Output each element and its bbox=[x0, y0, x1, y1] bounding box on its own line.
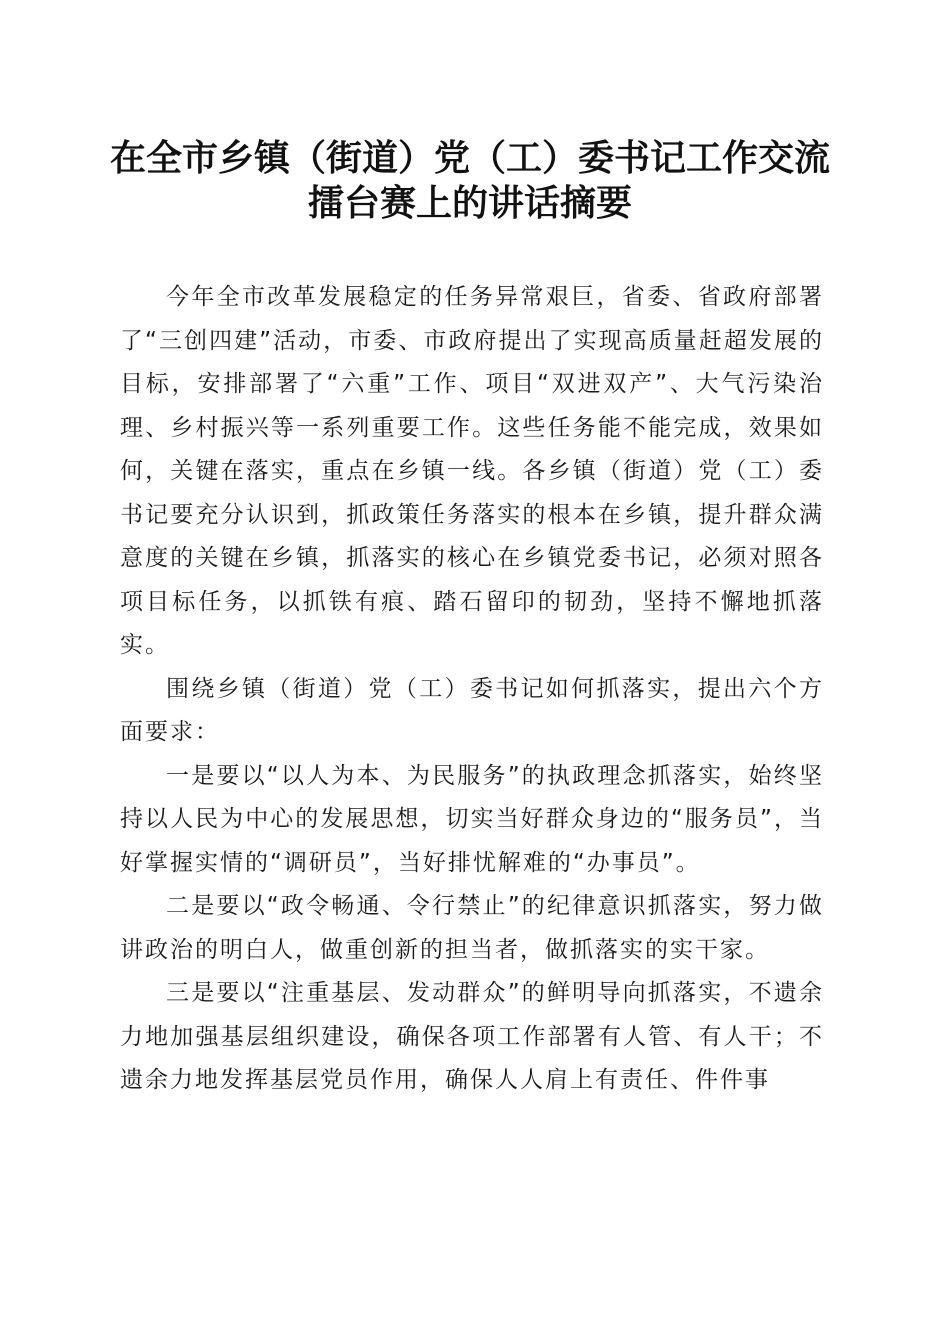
paragraph-intro: 今年全市改革发展稳定的任务异常艰巨，省委、省政府部署了“三创四建”活动，市委、市政府提出了实现高质量赶超发展的目标，安排部署了“六重”工作、项目“双进双产”、大气污染治理、乡村振兴等一系列重要工作。这些任务能不能完成，效果如何，关键在落实，重点在乡镇一线。各乡镇（街道）党（工）委书记要充分认识到，抓政策任务落实的根本在乡镇，提升群众满意度的关键在乡镇，抓落实的核心在乡镇党委书记，必须对照各项目标任务，以抓铁有痕、踏石留印的韧劲，坚持不懈地抓落实。 bbox=[120, 284, 824, 658]
title-line-1: 在全市乡镇（街道）党（工）委书记工作交流 bbox=[109, 137, 830, 179]
paragraph-requirement-2: 二是要以“政令畅通、令行禁止”的纪律意识抓落实，努力做讲政治的明白人，做重创新的担当者，做抓落实的实干家。 bbox=[120, 893, 824, 963]
title-line-2: 擂台赛上的讲话摘要 bbox=[307, 182, 632, 224]
paragraph-requirements-intro: 围绕乡镇（街道）党（工）委书记如何抓落实，提出六个方面要求： bbox=[120, 675, 824, 745]
paragraph-requirement-3: 三是要以“注重基层、发动群众”的鲜明导向抓落实，不遗余力地加强基层组织建设，确保各项工作部署有人管、有人干；不遗余力地发挥基层党员作用，确保人人肩上有责任、件件事 bbox=[120, 980, 824, 1093]
paragraph-requirement-1: 一是要以“以人为本、为民服务”的执政理念抓落实，始终坚持以人民为中心的发展思想，切实当好群众身边的“服务员”，当好掌握实情的“调研员”，当好排忧解难的“办事员”。 bbox=[120, 762, 824, 876]
document-title bbox=[100, 136, 840, 226]
document-body bbox=[120, 276, 824, 1103]
